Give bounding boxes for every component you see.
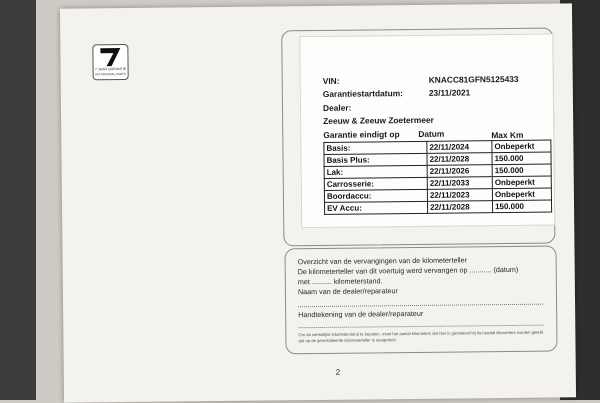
page-number: 2: [335, 367, 341, 377]
dealer-label: Dealer:: [322, 102, 352, 113]
start-date-value: 23/11/2021: [428, 87, 471, 98]
footnote: Om de werkelijke kilometerstand te bepalen, moet het aantal kilometers dat hier is genoteerd bij het aantal kilometers worden geteld dat op de geïnstalleerde kilometerteller is aangeduid.: [298, 329, 544, 344]
binder-left-edge: [0, 0, 36, 400]
dealer-name-label: Naam van de dealer/reparateur: [297, 286, 398, 297]
row-km: Onbeperkt: [492, 188, 551, 201]
row-km: 150.000: [492, 152, 551, 165]
row-label: EV Accu:: [324, 201, 427, 214]
km-text: kilometerstand.: [333, 276, 383, 286]
start-date-label: Garantiestartdatum:: [322, 88, 403, 99]
row-label: Carrosserie:: [324, 177, 427, 190]
row-date: 22/11/2033: [427, 177, 492, 190]
warranty-table: [323, 140, 552, 215]
vin-label: VIN:: [322, 75, 340, 86]
dealer-value: Zeeuw & Zeeuw Zoetermeer: [323, 114, 434, 126]
row-km: Onbeperkt: [492, 140, 551, 153]
odometer-title: Overzicht van de vervangingen van de kilometerteller: [297, 255, 468, 267]
row-label: Lak:: [324, 165, 427, 178]
row-km: 150.000: [492, 164, 551, 177]
row-date: 22/11/2028: [427, 153, 492, 166]
table-header-km: Max Km: [491, 129, 524, 141]
odometer-replaced-text: De kilometerteller van dit voertuig werd vervangen op: [297, 265, 468, 277]
km-blank[interactable]: ..........: [311, 276, 332, 287]
date-hint: (datum): [493, 264, 519, 275]
warranty-logo: [92, 44, 128, 80]
row-label: Basis:: [324, 141, 427, 154]
row-label: Boordaccu:: [324, 189, 427, 202]
table-header-end: Garantie eindigt op: [323, 129, 400, 140]
row-km: Onbeperkt: [492, 176, 551, 189]
signature-label: Handtekening van de dealer/reparateur: [298, 308, 424, 320]
odometer-line-3: [298, 276, 383, 286]
with-text: met: [297, 277, 310, 287]
date-blank[interactable]: ...........: [469, 265, 492, 275]
table-header-date: Datum: [418, 128, 445, 139]
row-date: 22/11/2028: [427, 201, 492, 214]
row-label: Basis Plus:: [324, 153, 427, 166]
row-date: 22/11/2024: [427, 141, 492, 154]
row-km: 150.000: [492, 200, 551, 213]
row-date: 22/11/2023: [427, 189, 492, 202]
logo-line-1: 7 JAAR GARANTIE: [94, 67, 127, 72]
table-row: [324, 200, 551, 214]
logo-line-2: KIA ORIGINAL PARTS: [95, 72, 126, 77]
seven-logo-icon: [98, 47, 122, 67]
row-date: 22/11/2026: [427, 165, 492, 178]
vin-value: KNACC81GFN5125433: [428, 73, 519, 85]
booklet-page: [60, 3, 576, 402]
